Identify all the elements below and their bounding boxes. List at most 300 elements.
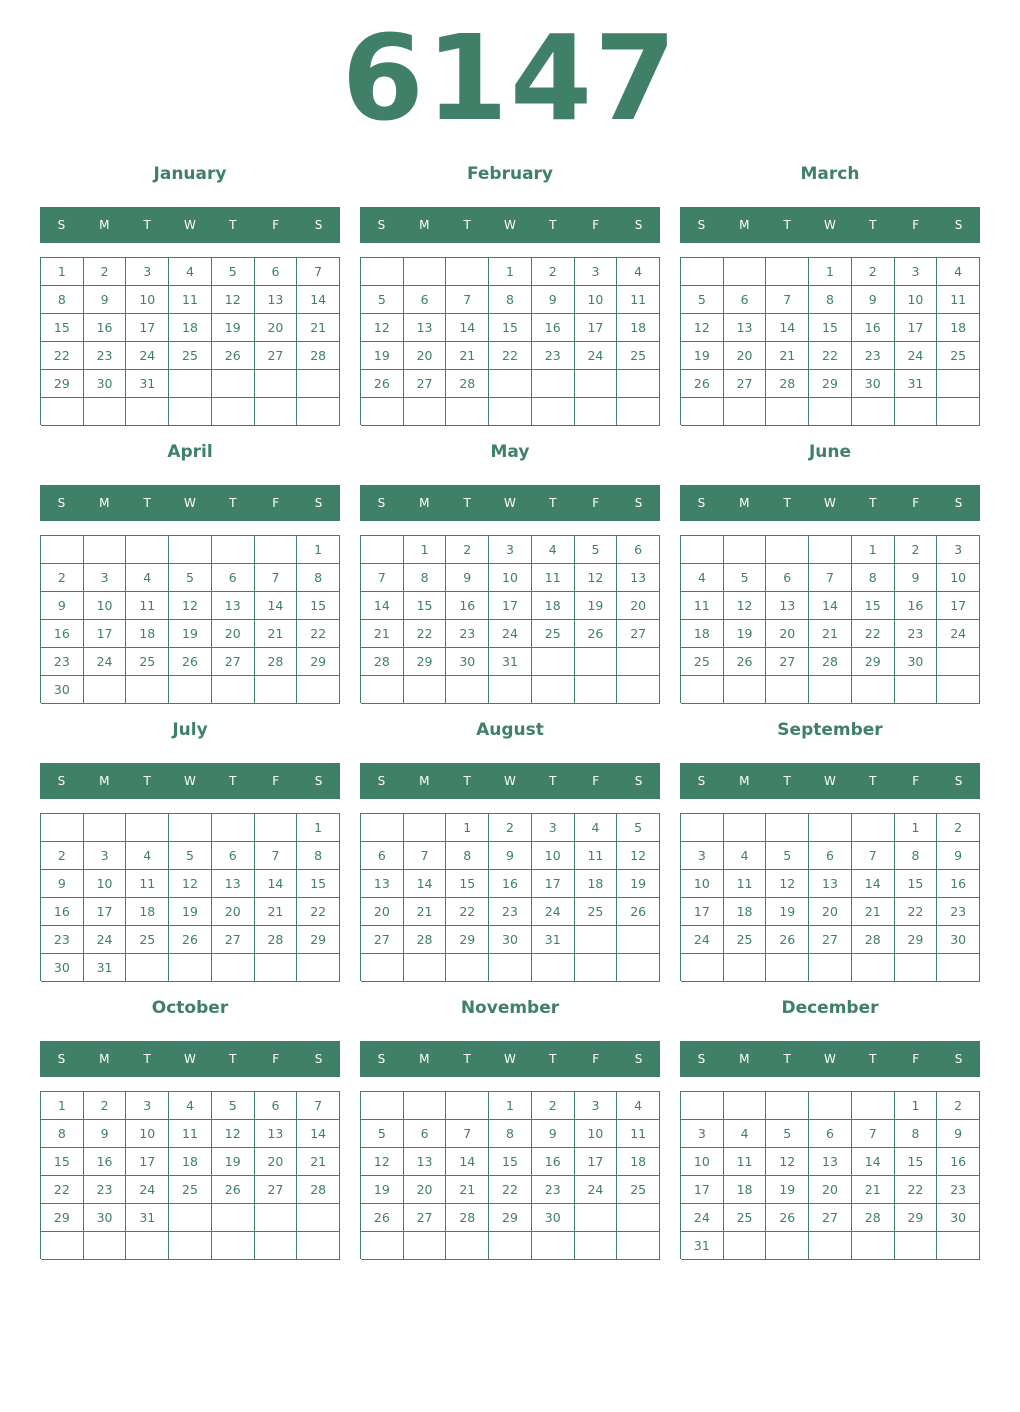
empty-cell — [404, 258, 447, 286]
day-cell: 29 — [895, 926, 938, 954]
day-cell: 10 — [937, 564, 980, 592]
empty-cell — [895, 676, 938, 704]
day-cell: 24 — [937, 620, 980, 648]
day-cell: 29 — [41, 1204, 84, 1232]
day-cell: 2 — [937, 1092, 980, 1120]
day-cell: 30 — [937, 926, 980, 954]
day-cell: 16 — [532, 1148, 575, 1176]
empty-cell — [169, 1232, 212, 1260]
day-cell: 10 — [489, 564, 532, 592]
day-cell: 9 — [937, 1120, 980, 1148]
day-cell: 2 — [446, 536, 489, 564]
day-cell: 19 — [212, 1148, 255, 1176]
day-cell: 21 — [404, 898, 447, 926]
day-cell: 27 — [809, 926, 852, 954]
month-name: May — [490, 442, 530, 462]
weekday-label: F — [912, 774, 920, 788]
empty-cell — [617, 1204, 660, 1232]
empty-cell — [361, 1092, 404, 1120]
day-grid — [360, 257, 660, 425]
day-cell: 18 — [937, 314, 980, 342]
empty-cell — [212, 370, 255, 398]
day-cell: 2 — [895, 536, 938, 564]
empty-cell — [255, 814, 298, 842]
day-cell: 4 — [126, 564, 169, 592]
empty-cell — [852, 814, 895, 842]
weekday-label: S — [377, 218, 386, 232]
weekday-label: T — [463, 496, 471, 510]
day-cell: 25 — [126, 648, 169, 676]
weekday-label: F — [912, 1052, 920, 1066]
day-cell: 1 — [489, 258, 532, 286]
day-cell: 24 — [84, 648, 127, 676]
weekday-label: T — [549, 774, 557, 788]
day-cell: 18 — [724, 898, 767, 926]
day-cell: 24 — [532, 898, 575, 926]
empty-cell — [852, 398, 895, 426]
empty-cell — [126, 536, 169, 564]
day-cell: 4 — [169, 258, 212, 286]
day-cell: 15 — [404, 592, 447, 620]
day-cell: 14 — [852, 870, 895, 898]
day-cell: 26 — [169, 926, 212, 954]
day-cell: 25 — [169, 342, 212, 370]
day-cell: 22 — [297, 898, 340, 926]
day-cell: 18 — [126, 898, 169, 926]
day-cell: 9 — [84, 1120, 127, 1148]
empty-cell — [575, 398, 618, 426]
day-cell: 3 — [937, 536, 980, 564]
weekday-label: W — [504, 496, 516, 510]
empty-cell — [297, 1232, 340, 1260]
day-cell: 21 — [446, 342, 489, 370]
day-cell: 6 — [255, 1092, 298, 1120]
day-cell: 7 — [809, 564, 852, 592]
day-cell: 4 — [681, 564, 724, 592]
weekday-label: T — [869, 496, 877, 510]
day-cell: 14 — [766, 314, 809, 342]
day-cell: 19 — [169, 620, 212, 648]
day-cell: 13 — [809, 1148, 852, 1176]
day-cell: 31 — [84, 954, 127, 982]
weekday-label: S — [697, 1052, 706, 1066]
day-cell: 1 — [404, 536, 447, 564]
day-cell: 20 — [809, 898, 852, 926]
empty-cell — [681, 536, 724, 564]
weekday-label: S — [634, 774, 643, 788]
weekday-label: T — [143, 218, 151, 232]
empty-cell — [489, 398, 532, 426]
day-cell: 1 — [895, 814, 938, 842]
weekday-label: T — [783, 218, 791, 232]
empty-cell — [212, 536, 255, 564]
day-cell: 9 — [532, 1120, 575, 1148]
day-cell: 5 — [575, 536, 618, 564]
day-cell: 21 — [361, 620, 404, 648]
day-cell: 22 — [41, 342, 84, 370]
day-cell: 28 — [255, 926, 298, 954]
month-name: February — [466, 164, 554, 184]
day-cell: 13 — [766, 592, 809, 620]
empty-cell — [446, 1232, 489, 1260]
day-cell: 4 — [126, 842, 169, 870]
empty-cell — [766, 676, 809, 704]
day-cell: 17 — [126, 314, 169, 342]
day-cell: 23 — [84, 342, 127, 370]
weekday-label: S — [697, 218, 706, 232]
empty-cell — [724, 954, 767, 982]
day-cell: 1 — [852, 536, 895, 564]
empty-cell — [575, 370, 618, 398]
empty-cell — [724, 1092, 767, 1120]
day-cell: 26 — [361, 1204, 404, 1232]
empty-cell — [169, 536, 212, 564]
weekday-label: W — [184, 496, 196, 510]
day-cell: 11 — [575, 842, 618, 870]
day-cell: 31 — [126, 1204, 169, 1232]
day-cell: 24 — [489, 620, 532, 648]
empty-cell — [212, 676, 255, 704]
empty-cell — [617, 648, 660, 676]
weekday-label: T — [463, 218, 471, 232]
day-cell: 28 — [361, 648, 404, 676]
day-cell: 27 — [404, 370, 447, 398]
day-cell: 22 — [852, 620, 895, 648]
day-cell: 8 — [895, 842, 938, 870]
day-cell: 20 — [809, 1176, 852, 1204]
day-cell: 25 — [724, 926, 767, 954]
day-cell: 18 — [126, 620, 169, 648]
weekday-label: S — [57, 774, 66, 788]
day-cell: 6 — [809, 842, 852, 870]
empty-cell — [361, 258, 404, 286]
day-cell: 10 — [895, 286, 938, 314]
day-grid — [360, 535, 660, 703]
day-cell: 12 — [724, 592, 767, 620]
day-cell: 23 — [895, 620, 938, 648]
weekday-header — [680, 485, 980, 521]
day-cell: 25 — [617, 1176, 660, 1204]
day-cell: 19 — [212, 314, 255, 342]
empty-cell — [575, 676, 618, 704]
weekday-label: S — [954, 496, 963, 510]
day-cell: 27 — [361, 926, 404, 954]
weekday-label: T — [229, 1052, 237, 1066]
empty-cell — [617, 676, 660, 704]
empty-cell — [809, 676, 852, 704]
day-cell: 18 — [169, 1148, 212, 1176]
empty-cell — [126, 398, 169, 426]
empty-cell — [297, 676, 340, 704]
weekday-label: S — [634, 218, 643, 232]
day-cell: 28 — [255, 648, 298, 676]
day-cell: 19 — [575, 592, 618, 620]
day-cell: 8 — [809, 286, 852, 314]
weekday-label: W — [184, 1052, 196, 1066]
day-cell: 14 — [361, 592, 404, 620]
weekday-header — [680, 207, 980, 243]
day-cell: 3 — [681, 842, 724, 870]
day-cell: 6 — [361, 842, 404, 870]
empty-cell — [255, 1232, 298, 1260]
day-cell: 6 — [404, 1120, 447, 1148]
empty-cell — [84, 676, 127, 704]
empty-cell — [724, 1232, 767, 1260]
weekday-label: W — [824, 774, 836, 788]
empty-cell — [404, 398, 447, 426]
day-cell: 11 — [937, 286, 980, 314]
empty-cell — [489, 676, 532, 704]
day-cell: 8 — [41, 1120, 84, 1148]
day-cell: 6 — [724, 286, 767, 314]
day-cell: 4 — [724, 1120, 767, 1148]
empty-cell — [532, 398, 575, 426]
day-cell: 26 — [681, 370, 724, 398]
empty-cell — [297, 954, 340, 982]
empty-cell — [446, 1092, 489, 1120]
day-cell: 27 — [255, 1176, 298, 1204]
day-cell: 3 — [126, 1092, 169, 1120]
empty-cell — [532, 1232, 575, 1260]
day-cell: 7 — [255, 842, 298, 870]
day-cell: 27 — [212, 648, 255, 676]
empty-cell — [255, 398, 298, 426]
month-name: April — [167, 442, 213, 462]
day-cell: 26 — [212, 342, 255, 370]
day-cell: 18 — [169, 314, 212, 342]
day-cell: 4 — [617, 1092, 660, 1120]
day-cell: 11 — [532, 564, 575, 592]
day-cell: 3 — [126, 258, 169, 286]
weekday-label: T — [143, 496, 151, 510]
day-cell: 14 — [404, 870, 447, 898]
day-cell: 29 — [404, 648, 447, 676]
empty-cell — [255, 676, 298, 704]
day-cell: 26 — [361, 370, 404, 398]
day-cell: 6 — [255, 258, 298, 286]
month-name: March — [800, 164, 860, 184]
empty-cell — [852, 676, 895, 704]
day-cell: 7 — [361, 564, 404, 592]
month-name: July — [172, 720, 208, 740]
day-cell: 16 — [41, 898, 84, 926]
day-cell: 8 — [852, 564, 895, 592]
day-cell: 22 — [41, 1176, 84, 1204]
day-cell: 31 — [532, 926, 575, 954]
day-cell: 17 — [84, 620, 127, 648]
day-cell: 5 — [169, 564, 212, 592]
day-cell: 11 — [724, 1148, 767, 1176]
weekday-label: S — [377, 496, 386, 510]
day-cell: 25 — [126, 926, 169, 954]
day-cell: 7 — [766, 286, 809, 314]
weekday-label: T — [783, 496, 791, 510]
empty-cell — [617, 1232, 660, 1260]
day-cell: 16 — [84, 1148, 127, 1176]
day-cell: 17 — [895, 314, 938, 342]
weekday-label: M — [419, 774, 430, 788]
weekday-label: F — [272, 774, 280, 788]
day-cell: 25 — [617, 342, 660, 370]
day-cell: 1 — [809, 258, 852, 286]
empty-cell — [361, 536, 404, 564]
month-name: December — [781, 998, 879, 1018]
day-cell: 9 — [489, 842, 532, 870]
empty-cell — [809, 536, 852, 564]
empty-cell — [575, 954, 618, 982]
day-cell: 22 — [895, 1176, 938, 1204]
day-cell: 5 — [361, 286, 404, 314]
day-cell: 30 — [446, 648, 489, 676]
day-cell: 18 — [532, 592, 575, 620]
weekday-label: M — [739, 218, 750, 232]
day-cell: 5 — [724, 564, 767, 592]
day-cell: 21 — [297, 314, 340, 342]
empty-cell — [766, 1092, 809, 1120]
empty-cell — [532, 954, 575, 982]
weekday-label: M — [419, 218, 430, 232]
day-cell: 30 — [41, 676, 84, 704]
day-cell: 18 — [617, 1148, 660, 1176]
empty-cell — [937, 676, 980, 704]
day-cell: 28 — [809, 648, 852, 676]
empty-cell — [852, 1092, 895, 1120]
day-cell: 22 — [489, 342, 532, 370]
day-cell: 20 — [617, 592, 660, 620]
day-grid — [40, 535, 340, 703]
day-cell: 26 — [766, 926, 809, 954]
weekday-label: W — [824, 1052, 836, 1066]
day-cell: 2 — [852, 258, 895, 286]
day-cell: 15 — [809, 314, 852, 342]
day-cell: 11 — [681, 592, 724, 620]
day-cell: 20 — [404, 1176, 447, 1204]
day-cell: 15 — [297, 870, 340, 898]
day-cell: 30 — [489, 926, 532, 954]
day-cell: 14 — [297, 1120, 340, 1148]
empty-cell — [446, 258, 489, 286]
day-cell: 13 — [724, 314, 767, 342]
weekday-label: S — [634, 1052, 643, 1066]
day-cell: 7 — [852, 842, 895, 870]
day-grid — [680, 813, 980, 981]
weekday-header — [40, 485, 340, 521]
day-cell: 28 — [297, 1176, 340, 1204]
weekday-header — [40, 1041, 340, 1077]
day-cell: 30 — [84, 370, 127, 398]
day-cell: 26 — [212, 1176, 255, 1204]
empty-cell — [895, 1232, 938, 1260]
weekday-header — [40, 763, 340, 799]
day-cell: 22 — [446, 898, 489, 926]
month-name: November — [460, 998, 560, 1018]
day-cell: 16 — [937, 870, 980, 898]
day-cell: 19 — [361, 1176, 404, 1204]
day-cell: 14 — [446, 1148, 489, 1176]
day-cell: 21 — [255, 620, 298, 648]
empty-cell — [681, 954, 724, 982]
day-cell: 3 — [532, 814, 575, 842]
day-cell: 23 — [84, 1176, 127, 1204]
day-cell: 23 — [532, 342, 575, 370]
day-cell: 10 — [126, 1120, 169, 1148]
day-cell: 25 — [532, 620, 575, 648]
day-cell: 2 — [937, 814, 980, 842]
day-cell: 20 — [212, 898, 255, 926]
day-cell: 10 — [681, 1148, 724, 1176]
day-cell: 16 — [937, 1148, 980, 1176]
empty-cell — [617, 398, 660, 426]
day-cell: 13 — [361, 870, 404, 898]
day-cell: 17 — [575, 1148, 618, 1176]
day-cell: 30 — [532, 1204, 575, 1232]
day-cell: 7 — [297, 258, 340, 286]
day-cell: 7 — [446, 286, 489, 314]
empty-cell — [361, 954, 404, 982]
empty-cell — [126, 1232, 169, 1260]
day-cell: 7 — [297, 1092, 340, 1120]
month-name: June — [808, 442, 852, 462]
empty-cell — [809, 954, 852, 982]
day-cell: 10 — [575, 286, 618, 314]
empty-cell — [809, 1232, 852, 1260]
empty-cell — [575, 1204, 618, 1232]
empty-cell — [169, 954, 212, 982]
day-cell: 15 — [895, 870, 938, 898]
empty-cell — [724, 398, 767, 426]
day-cell: 28 — [852, 1204, 895, 1232]
empty-cell — [255, 370, 298, 398]
day-cell: 4 — [575, 814, 618, 842]
day-cell: 9 — [532, 286, 575, 314]
day-cell: 10 — [126, 286, 169, 314]
empty-cell — [41, 398, 84, 426]
day-cell: 29 — [297, 926, 340, 954]
weekday-header — [360, 485, 660, 521]
empty-cell — [361, 814, 404, 842]
day-cell: 3 — [681, 1120, 724, 1148]
day-cell: 8 — [489, 286, 532, 314]
day-cell: 16 — [41, 620, 84, 648]
day-cell: 16 — [84, 314, 127, 342]
day-cell: 10 — [681, 870, 724, 898]
day-cell: 20 — [361, 898, 404, 926]
day-cell: 29 — [895, 1204, 938, 1232]
weekday-label: M — [739, 1052, 750, 1066]
day-cell: 28 — [297, 342, 340, 370]
day-cell: 26 — [724, 648, 767, 676]
day-cell: 14 — [255, 592, 298, 620]
empty-cell — [617, 370, 660, 398]
weekday-label: M — [99, 218, 110, 232]
day-cell: 29 — [809, 370, 852, 398]
year-title: 6147 — [341, 9, 679, 147]
day-cell: 12 — [212, 286, 255, 314]
weekday-header — [360, 763, 660, 799]
day-cell: 4 — [532, 536, 575, 564]
day-cell: 24 — [575, 1176, 618, 1204]
day-cell: 8 — [297, 564, 340, 592]
empty-cell — [895, 954, 938, 982]
day-cell: 20 — [404, 342, 447, 370]
day-cell: 8 — [895, 1120, 938, 1148]
day-cell: 22 — [297, 620, 340, 648]
day-cell: 2 — [489, 814, 532, 842]
day-cell: 25 — [169, 1176, 212, 1204]
empty-cell — [41, 1232, 84, 1260]
empty-cell — [169, 370, 212, 398]
day-cell: 7 — [852, 1120, 895, 1148]
